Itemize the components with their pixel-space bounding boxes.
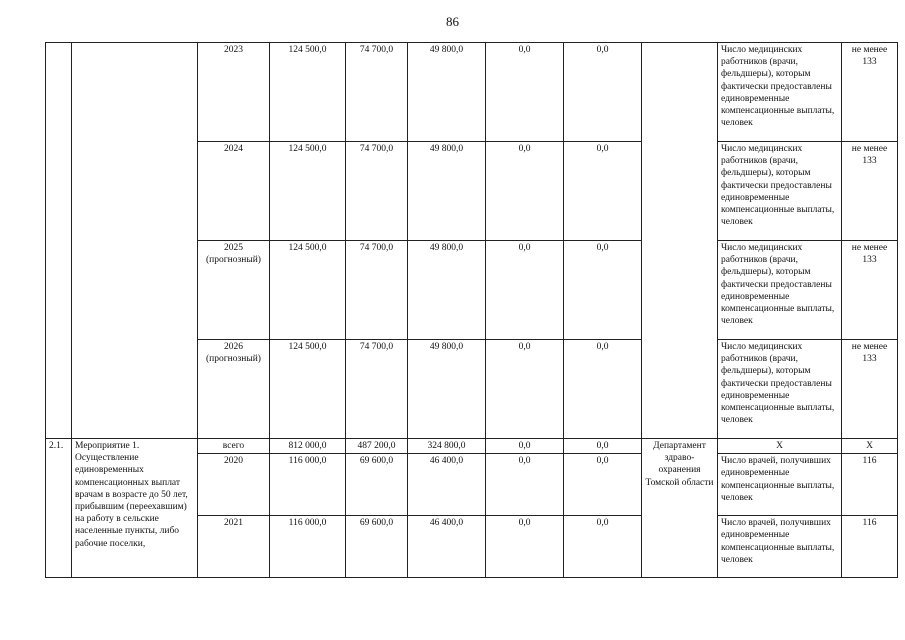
measure-number: 2.1. — [46, 439, 72, 578]
total-cell: 812 000,0 — [270, 439, 346, 454]
reg-cell: 49 800,0 — [408, 340, 486, 439]
reg-cell: 49 800,0 — [408, 142, 486, 241]
total-cell: 124 500,0 — [270, 340, 346, 439]
ext-cell: 0,0 — [564, 142, 642, 241]
reg-cell: 324 800,0 — [408, 439, 486, 454]
indicator-cell: Число медицинских работников (врачи, фельдшеры), которым фактически предоставлены единовременные компенсационные выплаты, человек — [718, 43, 842, 142]
total-cell: 124 500,0 — [270, 142, 346, 241]
indicator-cell: Число медицинских работников (врачи, фельдшеры), которым фактически предоставлены единовременные компенсационные выплаты, человек — [718, 241, 842, 340]
loc-cell: 0,0 — [486, 43, 564, 142]
executor-cell: Департамент здраво-охранения Томской области — [642, 439, 718, 578]
table-row — [46, 439, 898, 454]
year-cell: 2023 — [198, 43, 270, 142]
loc-cell: 0,0 — [486, 439, 564, 454]
indicator-cell: Число медицинских работников (врачи, фельдшеры), которым фактически предоставлены единовременные компенсационные выплаты, человек — [718, 340, 842, 439]
fed-cell: 74 700,0 — [346, 142, 408, 241]
year-cell: 2025 (прогнозный) — [198, 241, 270, 340]
fed-cell: 487 200,0 — [346, 439, 408, 454]
year-cell: 2024 — [198, 142, 270, 241]
indicator-cell: Число медицинских работников (врачи, фельдшеры), которым фактически предоставлены единовременные компенсационные выплаты, человек — [718, 142, 842, 241]
ext-cell: 0,0 — [564, 241, 642, 340]
ext-cell: 0,0 — [564, 43, 642, 142]
reg-cell: 49 800,0 — [408, 241, 486, 340]
target-cell: X — [842, 439, 898, 454]
fed-cell: 69 600,0 — [346, 454, 408, 516]
table-row — [46, 43, 898, 142]
fed-cell: 74 700,0 — [346, 340, 408, 439]
ext-cell: 0,0 — [564, 439, 642, 454]
target-cell: не менее 133 — [842, 43, 898, 142]
loc-cell: 0,0 — [486, 340, 564, 439]
ext-cell: 0,0 — [564, 454, 642, 516]
year-cell: 2026 (прогнозный) — [198, 340, 270, 439]
total-cell: 116 000,0 — [270, 516, 346, 578]
target-cell: не менее 133 — [842, 142, 898, 241]
reg-cell: 49 800,0 — [408, 43, 486, 142]
target-cell: 116 — [842, 454, 898, 516]
total-cell: 116 000,0 — [270, 454, 346, 516]
reg-cell: 46 400,0 — [408, 516, 486, 578]
target-cell: 116 — [842, 516, 898, 578]
name-cell — [72, 43, 198, 439]
fed-cell: 74 700,0 — [346, 43, 408, 142]
total-cell: 124 500,0 — [270, 43, 346, 142]
year-cell: 2020 — [198, 454, 270, 516]
indicator-cell: X — [718, 439, 842, 454]
year-cell: всего — [198, 439, 270, 454]
fed-cell: 74 700,0 — [346, 241, 408, 340]
reg-cell: 46 400,0 — [408, 454, 486, 516]
target-cell: не менее 133 — [842, 241, 898, 340]
page-number: 86 — [446, 14, 459, 29]
num-cell — [46, 43, 72, 439]
total-cell: 124 500,0 — [270, 241, 346, 340]
loc-cell: 0,0 — [486, 516, 564, 578]
year-cell: 2021 — [198, 516, 270, 578]
target-cell: не менее 133 — [842, 340, 898, 439]
loc-cell: 0,0 — [486, 241, 564, 340]
loc-cell: 0,0 — [486, 454, 564, 516]
ext-cell: 0,0 — [564, 340, 642, 439]
indicator-cell: Число врачей, получивших единовременные компенсационные выплаты, человек — [718, 454, 842, 516]
ext-cell: 0,0 — [564, 516, 642, 578]
executor-cell — [642, 43, 718, 439]
loc-cell: 0,0 — [486, 142, 564, 241]
indicator-cell: Число врачей, получивших единовременные компенсационные выплаты, человек — [718, 516, 842, 578]
budget-table — [45, 42, 898, 578]
measure-name: Мероприятие 1. Осуществление единовременных компенсационных выплат врачам в возрасте до 50 лет, прибывшим (переехавшим) на работу в сельские населенные пункты, либо рабочие поселки, — [72, 439, 198, 578]
fed-cell: 69 600,0 — [346, 516, 408, 578]
